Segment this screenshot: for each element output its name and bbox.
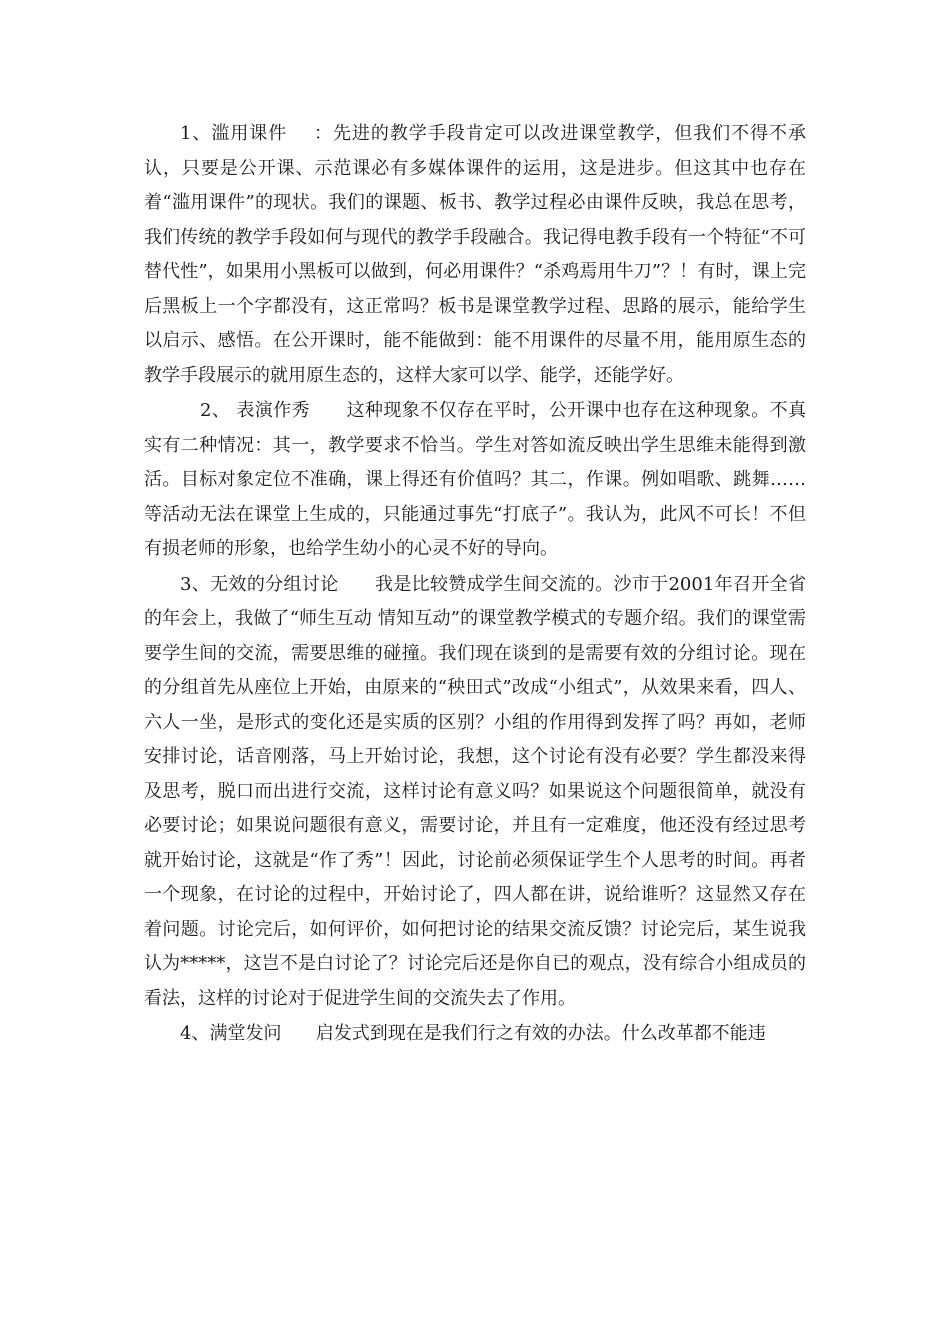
paragraph-performance-show: [144, 394, 806, 567]
heading-gap: [339, 574, 375, 595]
heading-gap: [281, 1023, 315, 1044]
document-body: [144, 117, 806, 1052]
paragraph-heading: 2、 表演作秀: [200, 400, 310, 421]
heading-gap: ：: [287, 123, 333, 144]
paragraph-heading: 4、满堂发问: [180, 1023, 282, 1044]
paragraph-text: 这种现象不仅存在平时，公开课中也存在这种现象。不真实有二种情况：其一，教学要求不恰当。学生对答如流反映出学生思维未能得到激活。目标对象定位不准确，课上得还有价值吗？其二，作课。例如唱歌、跳舞……等活动无法在课堂上生成的，只能通过事先“打底子”。我认为，此风不可长！不但有损老师的形象，也给学生幼小的心灵不好的导向。: [144, 400, 806, 559]
heading-gap: [310, 400, 347, 421]
paragraph-full-class-questioning: [144, 1017, 806, 1052]
paragraph-ineffective-group-discussion: [144, 568, 806, 1017]
paragraph-misuse-courseware: [144, 117, 806, 393]
paragraph-text: 我是比较赞成学生间交流的。沙市于2001年召开全省的年会上，我做了“师生互动 情知互动”的课堂教学模式的专题介绍。我们的课堂需要学生间的交流，需要思维的碰撞。我们现在谈到的是需要有效的分组讨论。现在的分组首先从座位上开始，由原来的“秧田式”改成“小组式”，从效果来看，四人、六人一坐，是形式的变化还是实质的区别？小组的作用得到发挥了吗？再如，老师安排讨论，话音刚落，马上开始讨论，我想，这个讨论有没有必要？学生都没来得及思考，脱口而出进行交流，这样讨论有意义吗？如果说这个问题很简单，就没有必要讨论；如果说问题很有意义，需要讨论，并且有一定难度，他还没有经过思考就开始讨论，这就是“作了秀”！因此，讨论前必须保证学生个人思考的时间。再者一个现象，在讨论的过程中，开始讨论了，四人都在讲，说给谁听？这显然又存在着问题。讨论完后，如何评价，如何把讨论的结果交流反馈？讨论完后，某生说我认为*****，这岂不是白讨论了？讨论完后还是你自已的观点，没有综合小组成员的看法，这样的讨论对于促进学生间的交流失去了作用。: [144, 573, 807, 1009]
paragraph-heading: 1、滥用课件: [180, 123, 288, 144]
paragraph-heading: 3、无效的分组讨论: [180, 573, 339, 595]
paragraph-text: 启发式到现在是我们行之有效的办法。什么改革都不能违: [315, 1023, 766, 1044]
paragraph-text: 先进的教学手段肯定可以改进课堂教学，但我们不得不承认，只要是公开课、示范课必有多媒体课件的运用，这是进步。但这其中也存在着“滥用课件”的现状。我们的课题、板书、教学过程必由课件反映，我总在思考，我们传统的教学手段如何与现代的教学手段融合。我记得电教手段有一个特征“不可替代性”，如果用小黑板可以做到，何必用课件？“杀鸡焉用牛刀”？！有时，课上完后黑板上一个字都没有，这正常吗？板书是课堂教学过程、思路的展示，能给学生以启示、感悟。在公开课时，能不能做到：能不用课件的尽量不用，能用原生态的教学手段展示的就用原生态的，这样大家可以学、能学，还能学好。: [144, 123, 807, 386]
